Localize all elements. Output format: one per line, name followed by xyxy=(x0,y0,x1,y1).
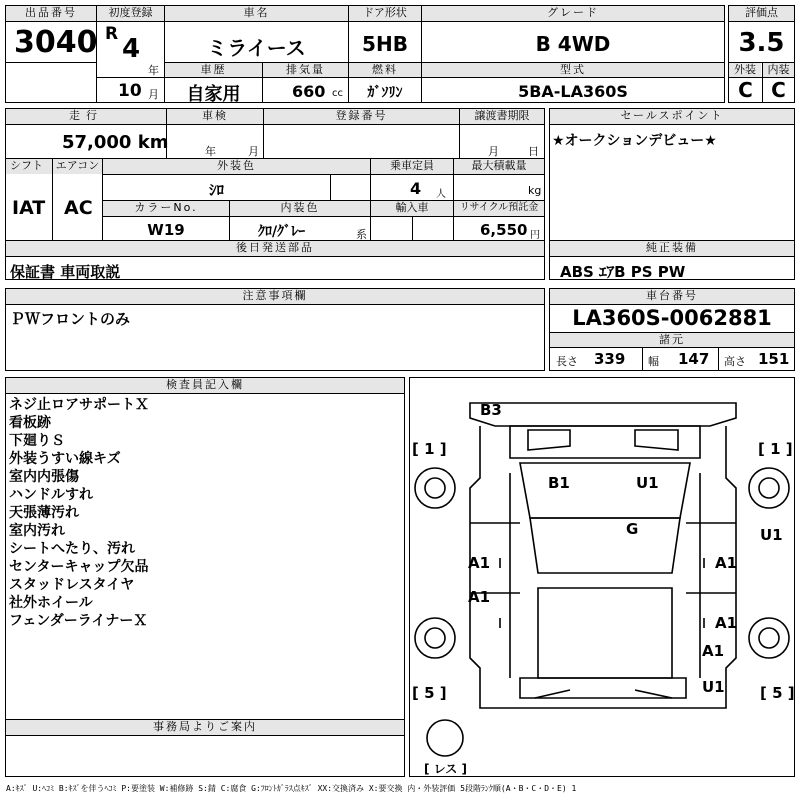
fuel-label: 燃料 xyxy=(349,63,421,77)
inspector-line: センターキャップ欠品 xyxy=(9,559,149,575)
inspection-month-unit: 月 xyxy=(248,145,259,158)
chassis-value: LA360S-0062881 xyxy=(572,306,772,330)
notes-label: 注意事項欄 xyxy=(6,289,544,304)
chassis-label: 車台番号 xyxy=(550,289,794,304)
inspector-line: 室内内張傷 xyxy=(9,469,79,485)
score-int: C xyxy=(771,78,786,102)
score-value: 3.5 xyxy=(738,28,785,58)
inspector-line: フェンダーライナーＸ xyxy=(9,613,148,629)
reg-era: R xyxy=(105,24,119,44)
mark-b3: B3 xyxy=(480,401,502,419)
mark-a1-right-rear: A1 xyxy=(715,614,738,632)
height-value: 151 xyxy=(758,350,790,368)
grade-value: B 4WD xyxy=(535,32,611,56)
transfer-label: 譲渡書期限 xyxy=(460,109,544,124)
seats-value: 4 xyxy=(410,179,422,198)
inspector-line: 天張薄汚れ xyxy=(9,505,79,521)
inspection-label: 車検 xyxy=(167,109,263,124)
reg-label: 初度登録 xyxy=(97,6,164,21)
mark-front-right-tire: [ 1 ] xyxy=(758,440,793,458)
shift-value: IAT xyxy=(12,197,46,219)
height-label: 高さ xyxy=(724,355,746,368)
mark-front-left-tire: [ 1 ] xyxy=(412,440,447,458)
mark-rear-left-tire: [ 5 ] xyxy=(412,684,447,702)
mark-b1: B1 xyxy=(548,474,570,492)
history-label: 車歴 xyxy=(165,63,262,77)
grade-label: グレード xyxy=(422,6,724,21)
length-label: 長さ xyxy=(556,355,578,368)
notes-value: ＰＷフロントのみ xyxy=(10,310,131,328)
sales-point-value: ★オークションデビュー★ xyxy=(552,133,717,149)
inspector-line: ネジ止ロアサポートＸ xyxy=(9,397,149,413)
mark-a1-rear-quarter: A1 xyxy=(702,642,725,660)
color-no-value: W19 xyxy=(147,221,185,239)
inspector-line: 看板跡 xyxy=(9,415,51,431)
inspector-line: シートへたり、汚れ xyxy=(9,541,135,557)
ac-label: エアコン xyxy=(53,159,102,174)
model-value: 5BA-LA360S xyxy=(518,82,628,101)
recycle-value: 6,550 xyxy=(480,221,528,239)
mark-a1-left-front: A1 xyxy=(468,554,491,572)
max-load-label: 最大積載量 xyxy=(454,159,544,174)
score-label: 評価点 xyxy=(729,6,794,21)
inspector-line: 外装うすい線キズ xyxy=(9,451,121,467)
max-load-unit: kg xyxy=(528,184,542,197)
mileage-label: 走行 xyxy=(6,109,166,124)
car-name-label: 車名 xyxy=(165,6,348,21)
fuel-value: ｶﾞｿﾘﾝ xyxy=(367,85,403,101)
width-value: 147 xyxy=(678,350,710,368)
recycle-label: リサイクル預託金 xyxy=(454,201,544,216)
reg-year-unit: 年 xyxy=(148,64,159,77)
later-parts-value: 保証書 車両取説 xyxy=(10,263,121,281)
mark-g: G xyxy=(626,520,639,538)
import-label: 輸入車 xyxy=(371,201,453,216)
inspector-line: 室内汚れ xyxy=(9,523,65,539)
car-diagram xyxy=(409,377,795,777)
seats-unit: 人 xyxy=(436,189,446,200)
lot-label: 出品番号 xyxy=(6,6,96,21)
equipment-label: 純正装備 xyxy=(550,241,794,256)
displacement-unit: cc xyxy=(332,88,343,99)
reg-month: 10 xyxy=(118,81,142,101)
history-value: 自家用 xyxy=(186,84,241,105)
score-ext: C xyxy=(738,78,753,102)
legend-text: A:ｷｽﾞ U:ﾍｺﾐ B:ｷｽﾞを伴うﾍｺﾐ P:要塗装 W:補修跡 S:錆 C:腐食 G:ﾌﾛﾝﾄｶﾞﾗｽ点ｷｽﾞ XX:交換済み X:要交換 内・外装評価 5段階ﾗﾝｸ順(A・B・C・D・E) 1 xyxy=(6,784,577,793)
mark-a1-left-rear: A1 xyxy=(468,588,491,606)
score-int-label: 内装 xyxy=(763,63,794,77)
plate-label: 登録番号 xyxy=(264,109,459,124)
inspector-label: 検査員記入欄 xyxy=(6,378,404,393)
transfer-day-unit: 日 xyxy=(528,145,539,158)
color-no-label: カラーNo. xyxy=(103,201,229,216)
sales-point-label: セールスポイント xyxy=(550,109,794,124)
transfer-month-unit: 月 xyxy=(488,145,499,158)
displacement-value: 660 xyxy=(292,82,326,101)
seats-label: 乗車定員 xyxy=(371,159,453,174)
displacement-label: 排気量 xyxy=(263,63,348,77)
inspection-year-unit: 年 xyxy=(205,145,216,158)
int-color-value: ｸﾛ/ｸﾞﾚｰ xyxy=(258,224,306,240)
int-color-suffix: 系 xyxy=(356,228,367,241)
lot-number: 3040 xyxy=(14,25,98,60)
mark-a1-right-front: A1 xyxy=(715,554,738,572)
inspector-line: 社外ホイール xyxy=(9,595,93,611)
ext-color-value: ｼﾛ xyxy=(208,181,224,199)
car-diagram-svg xyxy=(410,378,794,776)
mark-u1-right: U1 xyxy=(760,526,783,544)
door-label: ドア形状 xyxy=(349,6,421,21)
model-label: 型式 xyxy=(422,63,724,77)
mark-u1-rear: U1 xyxy=(702,678,725,696)
mark-u1-hood: U1 xyxy=(636,474,659,492)
length-value: 339 xyxy=(594,350,626,368)
later-parts-label: 後日発送部品 xyxy=(6,241,544,256)
car-name: ミライース xyxy=(207,36,306,60)
score-ext-label: 外装 xyxy=(729,63,761,77)
int-color-label: 内装色 xyxy=(230,201,370,216)
reg-month-unit: 月 xyxy=(148,88,159,101)
office-label: 事務局よりご案内 xyxy=(6,720,404,735)
ac-value: AC xyxy=(64,197,93,219)
equipment-value: ABS ｴｱB PS PW xyxy=(560,263,686,281)
inspector-line: ハンドルすれ xyxy=(9,487,93,503)
ext-color-label: 外装色 xyxy=(103,159,370,174)
recycle-unit: 円 xyxy=(530,230,540,241)
door-value: 5HB xyxy=(362,32,408,56)
mark-rear-right-tire: [ 5 ] xyxy=(760,684,794,702)
mark-spare: [ レス ] xyxy=(424,762,467,776)
width-label: 幅 xyxy=(648,355,659,368)
mileage-value: 57,000 km xyxy=(62,132,169,153)
reg-year: 4 xyxy=(122,34,141,64)
specs-label: 諸元 xyxy=(550,333,794,347)
inspector-line: スタッドレスタイヤ xyxy=(9,577,135,593)
inspector-lines xyxy=(9,396,149,630)
shift-label: シフト xyxy=(6,159,52,174)
inspector-line: 下廻りＳ xyxy=(9,433,65,449)
